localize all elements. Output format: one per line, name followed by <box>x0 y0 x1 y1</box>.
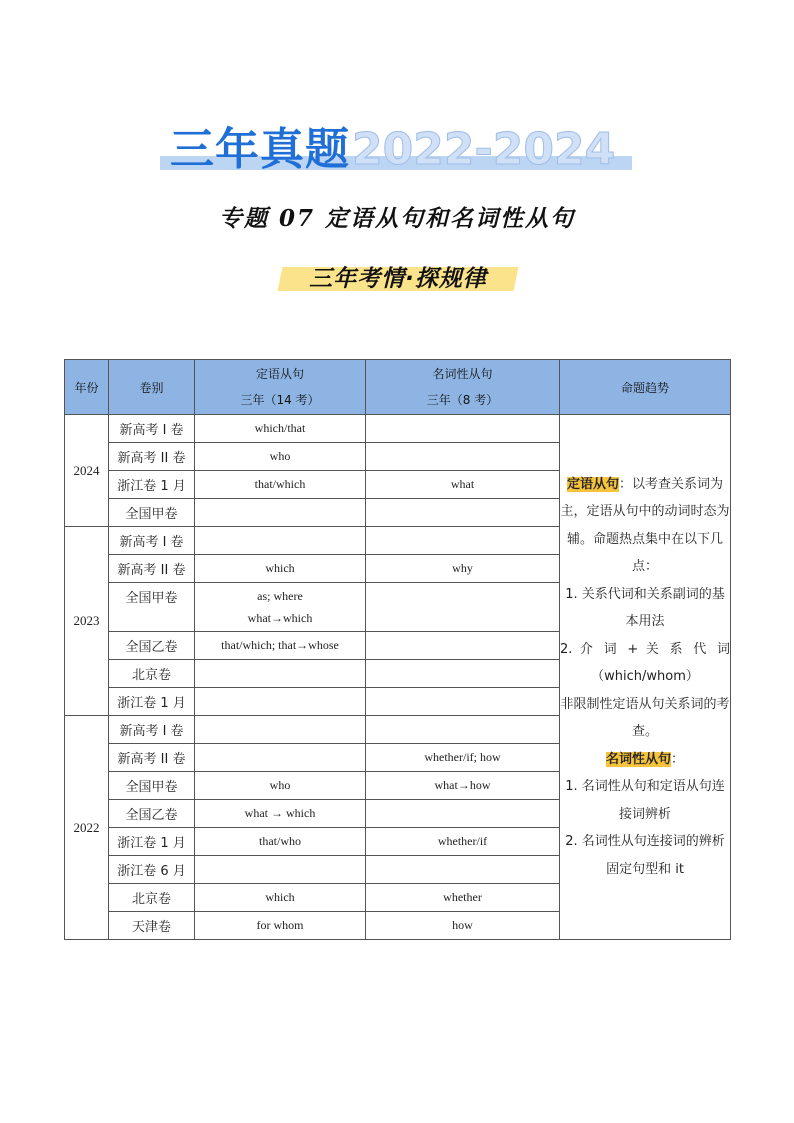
table-header-row <box>65 360 731 415</box>
noun-cell <box>366 415 560 443</box>
trend-noun-colon: ： <box>671 751 685 767</box>
noun-cell <box>366 800 560 828</box>
paper-cell: 北京卷 <box>109 660 195 688</box>
attr-cell: for whom <box>195 912 366 940</box>
header-attr <box>195 360 366 415</box>
trend-noun-point-2: 2. 名词性从句连接词的辨析 <box>565 834 725 850</box>
trend-noun-point-1: 1. 名词性从句和定语从句连接词辨析 <box>565 779 725 822</box>
attr-cell-line-1: as; where <box>257 589 303 603</box>
trend-cell <box>560 415 731 940</box>
attr-cell <box>195 583 366 632</box>
attr-cell: who <box>195 443 366 471</box>
noun-cell <box>366 688 560 716</box>
attr-cell: what → which <box>195 800 366 828</box>
attr-cell <box>195 499 366 527</box>
paper-cell: 全国乙卷 <box>109 632 195 660</box>
paper-cell: 新高考 I 卷 <box>109 527 195 555</box>
paper-cell: 浙江卷 1 月 <box>109 828 195 856</box>
banner-years: 2022-2024 <box>352 124 616 175</box>
attr-cell: that/who <box>195 828 366 856</box>
trend-attr-point-2a: 2. 介 词 + 关 系 代 词 <box>560 641 730 657</box>
paper-cell: 全国甲卷 <box>109 499 195 527</box>
paper-cell: 全国乙卷 <box>109 800 195 828</box>
trend-attr-point-3: 非限制性定语从句关系词的考查。 <box>560 696 730 740</box>
attr-cell: which <box>195 884 366 912</box>
banner-title: 三年真题 <box>170 124 350 175</box>
paper-cell: 全国甲卷 <box>109 772 195 800</box>
paper-cell: 新高考 II 卷 <box>109 443 195 471</box>
paper-cell: 浙江卷 1 月 <box>109 688 195 716</box>
trend-noun-point-3: 固定句型和 it <box>606 861 684 877</box>
paper-cell: 新高考 II 卷 <box>109 744 195 772</box>
year-cell: 2023 <box>65 527 109 716</box>
attr-cell: that/which <box>195 471 366 499</box>
noun-cell: how <box>366 912 560 940</box>
paper-cell: 天津卷 <box>109 912 195 940</box>
header-noun-count: 三年（8 考） <box>426 393 499 407</box>
noun-cell <box>366 499 560 527</box>
trend-attr-point-1: 1. 关系代词和关系副词的基本用法 <box>565 586 725 630</box>
noun-cell: what <box>366 471 560 499</box>
attr-cell <box>195 660 366 688</box>
paper-cell: 新高考 I 卷 <box>109 716 195 744</box>
paper-cell: 浙江卷 6 月 <box>109 856 195 884</box>
trend-attr-label: 定语从句 <box>566 476 619 492</box>
noun-cell <box>366 716 560 744</box>
year-cell: 2022 <box>65 716 109 940</box>
header-noun <box>366 360 560 415</box>
table-row <box>65 415 731 443</box>
page-title: 专题 07 定语从句和名词性从句 <box>218 205 576 232</box>
noun-cell <box>366 660 560 688</box>
year-cell: 2024 <box>65 415 109 527</box>
header-banner <box>160 122 636 178</box>
paper-cell: 浙江卷 1 月 <box>109 471 195 499</box>
trend-attr-point-2b: （which/whom） <box>591 669 699 685</box>
trend-noun-label: 名词性从句 <box>605 751 671 767</box>
noun-cell <box>366 583 560 632</box>
attr-cell <box>195 744 366 772</box>
noun-cell: whether/if; how <box>366 744 560 772</box>
header-year: 年份 <box>65 360 109 415</box>
attr-cell <box>195 716 366 744</box>
noun-cell <box>366 443 560 471</box>
subtitle-text: 三年考情·探规律 <box>309 266 487 292</box>
attr-cell: which <box>195 555 366 583</box>
attr-cell <box>195 856 366 884</box>
noun-cell: why <box>366 555 560 583</box>
attr-cell: which/that <box>195 415 366 443</box>
attr-cell-line-2: what→which <box>247 611 313 625</box>
noun-cell <box>366 527 560 555</box>
paper-cell: 全国甲卷 <box>109 583 195 632</box>
noun-cell: what→how <box>366 772 560 800</box>
header-trend: 命题趋势 <box>560 360 731 415</box>
noun-cell <box>366 632 560 660</box>
header-paper: 卷别 <box>109 360 195 415</box>
header-attr-title: 定语从句 <box>255 367 304 381</box>
section-subtitle <box>276 261 520 297</box>
attr-cell: that/which; that→whose <box>195 632 366 660</box>
paper-cell: 新高考 II 卷 <box>109 555 195 583</box>
noun-cell: whether <box>366 884 560 912</box>
noun-cell <box>366 856 560 884</box>
paper-cell: 新高考 I 卷 <box>109 415 195 443</box>
paper-cell: 北京卷 <box>109 884 195 912</box>
header-attr-count: 三年（14 考） <box>240 393 320 407</box>
exam-table <box>64 359 731 940</box>
attr-cell <box>195 688 366 716</box>
noun-cell: whether/if <box>366 828 560 856</box>
attr-cell: who <box>195 772 366 800</box>
header-noun-title: 名词性从句 <box>432 367 493 381</box>
trend-attr-text: ：以考查关系词为主，定语从句中的动词时态为辅。命题热点集中在以下几点： <box>560 476 730 575</box>
attr-cell <box>195 527 366 555</box>
